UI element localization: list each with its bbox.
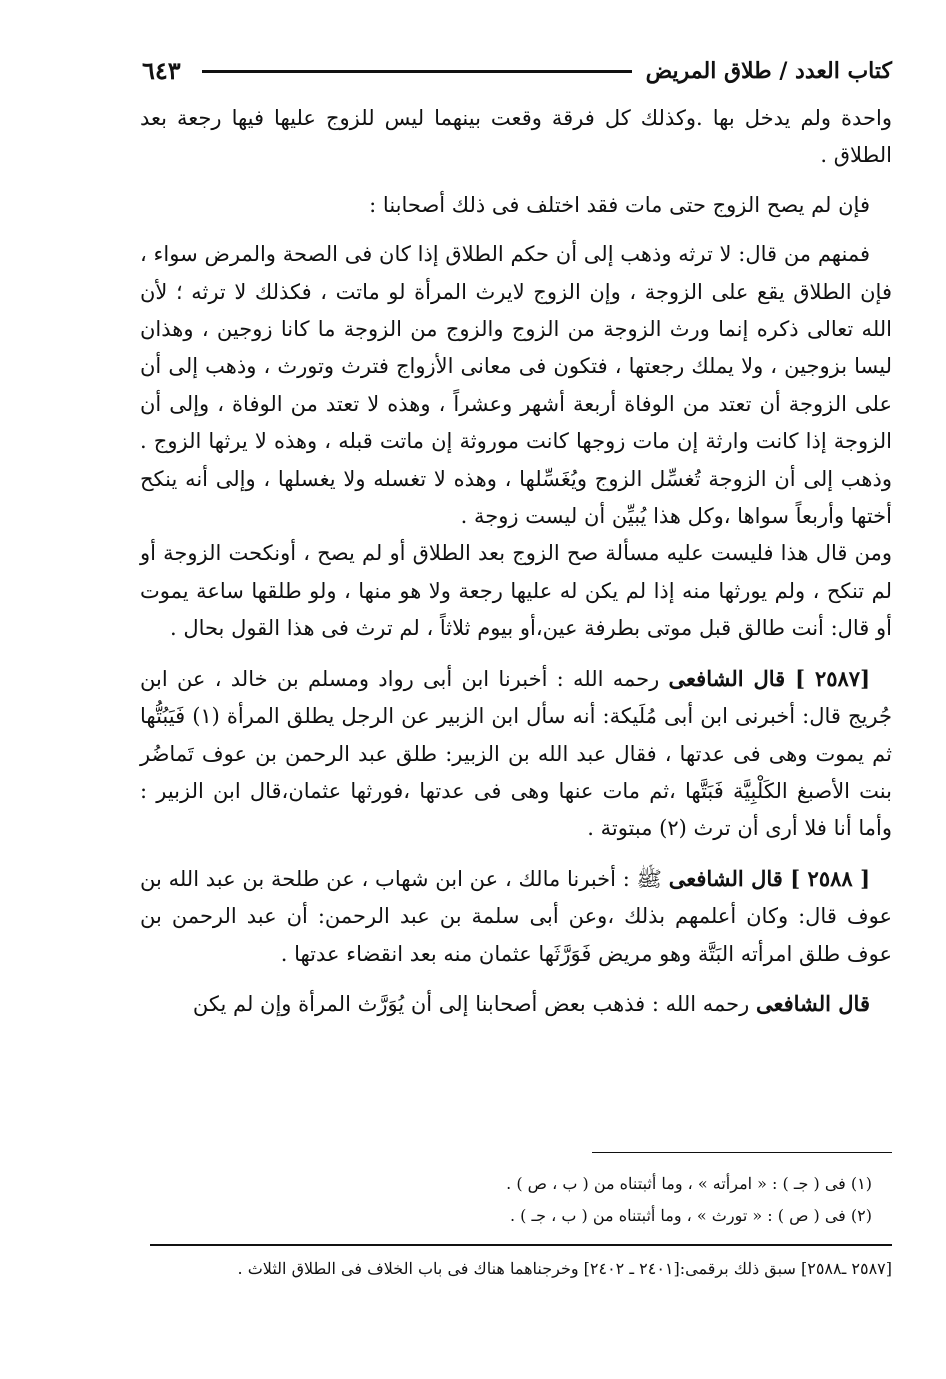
paragraph — [140, 535, 892, 647]
paragraph-text: رحمه الله : أخبرنا ابن أبى رواد ومسلم بن خالد ، عن ابن جُريج قال: أخبرنى ابن أبى مُلَيكة: أنه سأل ابن الزبير عن الرجل يطلق المرأة (١) فَيَبُتُّها ثم يموت وهى فى عدتها ، فقال عبد الله بن الزبير: طلق عبد الرحمن بن عوف تَماضُر بنت الأصبغ الكَلْبِيَّة فَبَتَّها ،ثم مات عنها وهى فى عدتها ،فورثها عثمان،قال ابن الزبير : وأما أنا فلا أرى أن ترث (٢) مبتوتة . — [140, 666, 892, 841]
running-header — [130, 56, 892, 92]
cross-reference-note: [٢٥٨٧ ـ٢٥٨٨] سبق ذلك برقمى:[٢٤٠١ ـ ٢٤٠٢] وخرجناهما هناك فى باب الخلاف فى الطلاق الثلاث . — [237, 1259, 892, 1278]
bottom-divider — [150, 1244, 892, 1246]
speaker-reference: قال الشافعى — [755, 990, 870, 1016]
paragraph-text: واحدة ولم يدخل بها .وكذلك كل فرقة وقعت بينهما ليس للزوج عليها فيها رجعة بعد الطلاق . — [140, 106, 892, 168]
hadith-paragraph — [140, 860, 892, 973]
hadith-reference: [٢٥٨٧ ] قال الشافعى — [668, 665, 870, 691]
paragraph-text: رحمه الله : فذهب بعض أصحابنا إلى أن يُوَرَّث المرأة وإن لم يكن — [192, 991, 756, 1016]
header-title: كتاب العدد / طلاق المريض — [645, 58, 892, 84]
paragraph-text: ومن قال هذا فليست عليه مسألة صح الزوج بعد الطلاق أو لم يصح ، أونكحت الزوجة أو لم تنكح ، ولم يورثها منه إذا لم يكن له عليها رجعة ولا هو منها ، ولو طلقها ساعة يموت أو قال: أنت طالق قبل موتى بطرفة عين،أو بيوم ثلاثاً ، لم ترث فى هذا القول بحال . — [140, 541, 892, 641]
paragraph-text: ﷺ : أخبرنا مالك ، عن ابن شهاب ، عن طلحة بن عبد الله بن عوف قال: وكان أعلمهم بذلك ،وعن أبى سلمة بن عبد الرحمن: أن عبد الرحمن بن عوف طلق امرأته البَتَّة وهو مريض فَوَرَّثَها عثمان منه بعد انقضاء عدتها . — [140, 866, 892, 966]
paragraph — [140, 100, 892, 175]
header-rule — [202, 70, 632, 73]
footnotes — [150, 1168, 892, 1232]
paragraph-text: فإن لم يصح الزوج حتى مات فقد اختلف فى ذلك أصحابنا : — [369, 192, 870, 217]
body-text — [140, 100, 892, 1035]
hadith-paragraph — [140, 660, 892, 848]
footnote-divider — [592, 1152, 892, 1153]
hadith-reference: [ ٢٥٨٨ ] قال الشافعى — [668, 865, 870, 891]
paragraph — [140, 236, 892, 535]
footnote: (١) فى ( جـ ) : « امرأته » ، وما أثبتناه من ( ب ، ص ) . — [506, 1174, 872, 1193]
paragraph — [140, 187, 892, 224]
paragraph-text: فمنهم من قال: لا ترثه وذهب إلى أن حكم الطلاق إذا كان فى الصحة والمرض سواء ، فإن الطلاق يقع على الزوجة ، وإن الزوج لايرث المرأة لو ماتت ، فكذلك لا ترثه ؛ لأن الله تعالى ذكره إنما ورث الزوجة من الزوج والزوج من الزوجة ما كانا زوجين ، وهذان ليسا بزوجين ، ولا يملك رجعتها ، فتكون فى معانى الأزواج فترث وتورث ، وذهب إلى أن على الزوجة أن تعتد من الوفاة أربعة أشهر وعشراً ، وهذه لا تعتد من الوفاة ، وإلى أن الزوجة إذا كانت وارثة إن مات زوجها كانت موروثة إن ماتت قبله ، وهذه لا يرثها الزوج . وذهب إلى أن الزوجة تُغسِّل الزوج ويُغَسِّلها ، وهذه لا تغسله ولا يغسلها ، وإلى أنه ينكح أختها وأربعاً سواها ،وكل هذا يُبيِّن أن ليست زوجة . — [140, 242, 892, 529]
page-number: ٦٤٣ — [142, 56, 181, 85]
paragraph — [140, 985, 892, 1023]
footnote: (٢) فى ( ص ) : « تورث » ، وما أثبتناه من ( ب ، جـ ) . — [509, 1206, 872, 1225]
